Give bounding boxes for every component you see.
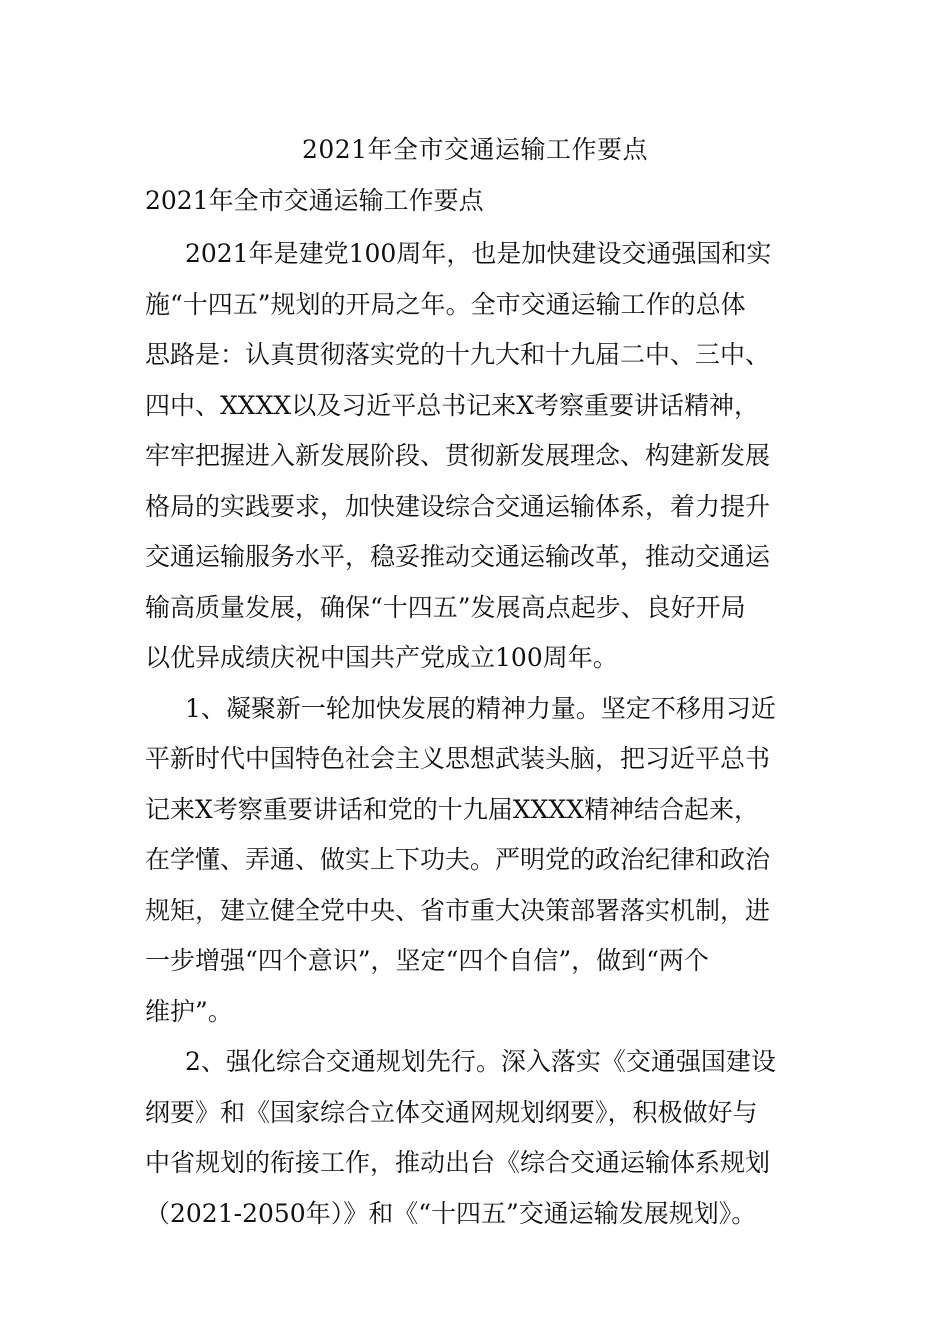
paragraph-line: 中省规划的衔接工作，推动出台《综合交通运输体系规划 — [145, 1148, 771, 1177]
paragraph-line: 2021年是建党100周年，也是加快建设交通强国和实 — [185, 239, 772, 268]
paragraph-line: 规矩，建立健全党中央、省市重大决策部署落实机制，进 — [145, 895, 771, 925]
paragraph-line: 平新时代中国特色社会主义思想武装头脑，把习近平总书 — [145, 744, 771, 773]
paragraph-line: 1、凝聚新一轮加快发展的精神力量。坚定不移用习近 — [185, 693, 776, 723]
paragraph-line: 格局的实践要求，加快建设综合交通运输体系，着力提升 — [145, 491, 771, 521]
paragraph-line: 2、强化综合交通规划先行。深入落实《交通强国建设 — [185, 1047, 776, 1076]
paragraph-line: 交通运输服务水平，稳妥推动交通运输改革，推动交通运 — [145, 542, 771, 571]
document-subtitle: 2021年全市交通运输工作要点 — [145, 186, 484, 215]
paragraph-line: 牢牢把握进入新发展阶段、贯彻新发展理念、构建新发展 — [145, 441, 771, 470]
paragraph-section-2 — [145, 1037, 825, 1239]
paragraph-line: 输高质量发展，确保“十四五”发展高点起步、良好开局 — [145, 592, 746, 622]
paragraph-line: 维护”。 — [145, 996, 233, 1026]
paragraph-line: 一步增强“四个意识”，坚定“四个自信”，做到“两个 — [145, 946, 709, 975]
paragraph-line: （2021-2050年）》和《“十四五”交通运输发展规划》。 — [145, 1198, 757, 1228]
paragraph-line: 以优异成绩庆祝中国共产党成立100周年。 — [145, 643, 618, 672]
paragraph-intro — [145, 229, 825, 684]
paragraph-line: 思路是：认真贯彻落实党的十九大和十九届二中、三中、 — [145, 340, 771, 369]
document-body — [145, 229, 825, 1239]
paragraph-line: 四中、XXXX以及习近平总书记来X考察重要讲话精神， — [145, 390, 759, 420]
paragraph-line: 施“十四五”规划的开局之年。全市交通运输工作的总体 — [145, 289, 746, 319]
paragraph-line: 记来X考察重要讲话和党的十九届XXXX精神结合起来， — [145, 794, 759, 824]
paragraph-section-1 — [145, 684, 825, 1038]
document-title: 2021年全市交通运输工作要点 — [301, 135, 649, 164]
paragraph-line: 纲要》和《国家综合立体交通网规划纲要》，积极做好与 — [145, 1097, 758, 1127]
paragraph-line: 在学懂、弄通、做实上下功夫。严明党的政治纪律和政治 — [145, 845, 771, 874]
